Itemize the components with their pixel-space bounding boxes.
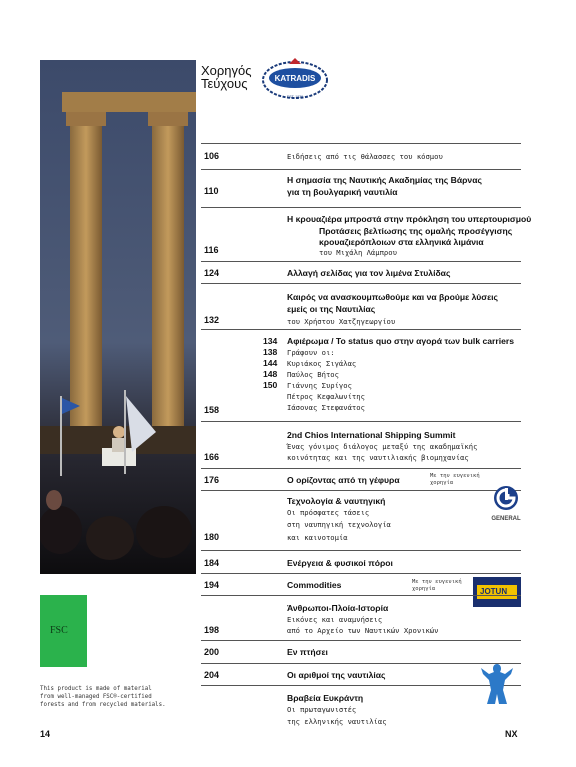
toc-subtitle: της ελληνικής ναυτιλίας — [287, 717, 387, 726]
toc-title: Commodities — [287, 580, 342, 590]
toc-subtitle: από το Αρχείο των Ναυτικών Χρονικών — [287, 626, 439, 635]
toc-title: Ο ορίζοντας από τη γέφυρα — [287, 475, 400, 485]
toc-page: 166 — [204, 452, 220, 462]
toc-subpage: 144 — [263, 358, 278, 368]
sponsor-note-line2: χορηγία — [430, 480, 454, 486]
toc-row-166[interactable] — [201, 421, 521, 468]
toc-page: 204 — [204, 670, 220, 680]
magazine-brand: ΝΧ — [505, 729, 518, 739]
toc-row-116[interactable] — [201, 207, 532, 261]
toc-page: 106 — [204, 151, 220, 161]
toc-title: Εν πτήσει — [287, 647, 328, 657]
fsc-statement-line1: This product is made of material — [40, 686, 152, 692]
toc-title: Οι αριθμοί της ναυτιλίας — [287, 670, 386, 680]
page-number: 14 — [40, 729, 51, 739]
toc-page: 200 — [204, 647, 220, 657]
toc-title: Η σημασία της Ναυτικής Ακαδημίας της Βάρνας — [287, 175, 482, 185]
toc-title: για τη βουλγαρική ναυτιλία — [287, 187, 398, 197]
toc-row-180[interactable] — [201, 490, 521, 550]
sponsor-note — [430, 473, 480, 487]
toc-title: Τεχνολογία & ναυτηγική — [287, 496, 386, 506]
toc-title: κρουαζιερόπλοιων στα ελληνικά λιμάνια — [319, 237, 484, 247]
toc-row-132[interactable] — [201, 283, 521, 329]
toc-subpage: 138 — [263, 347, 278, 357]
sponsor-note-line2: χορηγία — [412, 586, 436, 592]
toc-subpage: 148 — [263, 369, 278, 379]
general-logo — [491, 484, 521, 524]
toc-page: 110 — [204, 186, 219, 196]
cover-photo — [40, 60, 196, 574]
toc-subtitle: Πέτρος Κεφαλωνίτης — [287, 392, 365, 401]
toc-subtitle: στη ναυπηγική τεχνολογία — [287, 520, 391, 529]
toc-title: Προτάσεις βελτίωσης της ομαλής προσέγγισης — [319, 226, 513, 236]
eukranti-statue-icon — [473, 660, 521, 708]
toc-page: 198 — [204, 625, 220, 635]
toc-row-176[interactable] — [201, 468, 521, 490]
sponsor-note-line1: Με την ευγενική — [430, 473, 480, 479]
toc-row-110[interactable] — [201, 169, 521, 207]
fsc-statement-line2: from well-managed FSC®-certified — [40, 694, 152, 700]
toc-subtitle: Παύλος Βήτος — [287, 370, 339, 379]
toc-title: Άνθρωποι-Πλοία-Ιστορία — [287, 603, 389, 613]
toc-title: εμείς οι της Ναυτιλίας — [287, 304, 376, 314]
toc-title: Αφιέρωμα / Το status quo στην αγορά των bulk carriers — [287, 336, 515, 346]
katradis-logo-est: EST. 1936 — [286, 95, 304, 99]
toc-subtitle: Οι πρόσφατες τάσεις — [287, 508, 370, 517]
fsc-logo — [40, 595, 87, 667]
katradis-logo — [261, 56, 329, 107]
toc-subtitle: Γράφουν οι: — [287, 348, 335, 357]
toc-title: Βραβεία Ευκράντη — [287, 693, 364, 703]
toc-subpage: 134 — [263, 336, 278, 346]
toc-author: του Μιχάλη Λάμπρου — [319, 248, 397, 257]
sponsor-label-line2: Τεύχους — [201, 76, 248, 91]
toc-subtitle: Ειδήσεις από τις θάλασσες του κόσμου — [287, 152, 443, 161]
toc-page: 124 — [204, 268, 220, 278]
toc-page: 194 — [204, 580, 220, 590]
toc-page: 180 — [204, 532, 220, 542]
toc-page: 158 — [204, 405, 220, 415]
sponsor-label — [201, 64, 252, 90]
toc-subtitle: Εικόνες και αναμνήσεις — [287, 615, 383, 624]
toc-row-124[interactable] — [201, 261, 521, 283]
katradis-logo-text: KATRADIS — [274, 74, 316, 83]
fsc-label: FSC — [50, 625, 68, 636]
sponsor-label-line1: Χορηγός — [201, 63, 252, 78]
sponsor-note — [412, 579, 462, 593]
toc-page: 176 — [204, 475, 220, 485]
toc-page: 116 — [204, 245, 219, 255]
fsc-statement — [40, 685, 190, 709]
toc-row-198[interactable] — [201, 595, 521, 640]
toc-row-106[interactable] — [201, 143, 521, 169]
general-logo-text: GENERAL — [491, 516, 521, 522]
toc-row-194[interactable] — [201, 573, 521, 595]
toc-subtitle: Ιάσονας Στεφανάτος — [287, 403, 365, 412]
toc-title: Αλλαγή σελίδας για τον λιμένα Στυλίδας — [287, 268, 451, 278]
toc-page: 132 — [204, 315, 220, 325]
sponsor-note-line1: Με την ευγενική — [412, 579, 462, 585]
toc-subtitle: κοινότητας και της ναυτιλιακής βιομηχανίας — [287, 453, 469, 462]
toc-title: Καιρός να ανασκουμπωθούμε και να βρούμε λύσεις — [287, 292, 499, 302]
toc-subtitle: Γιάννης Συρίγος — [287, 381, 352, 390]
toc-subtitle: Κυριάκος Σιγάλας — [287, 359, 357, 368]
toc-title: 2nd Chios International Shipping Summit — [287, 430, 456, 440]
toc-title: Ενέργεια & φυσικοί πόροι — [287, 558, 393, 568]
toc-subtitle: Οι πρωταγωνιστές — [287, 705, 357, 714]
toc-subtitle: και καινοτομία — [287, 533, 348, 542]
toc-row-184[interactable] — [201, 550, 521, 573]
fsc-statement-line3: forests and from recycled materials. — [40, 702, 166, 708]
toc-author: του Χρήστου Χατζηγεωργίου — [287, 317, 396, 326]
jotun-logo-text: JOTUN — [480, 587, 508, 596]
toc-subtitle: Ένας γόνιμος διάλογος μεταξύ της ακαδημαϊκής — [287, 442, 478, 451]
toc-title: Η κρουαζιέρα μπροστά στην πρόκληση του υπερτουρισμού — [287, 214, 532, 224]
toc-row-158[interactable] — [201, 329, 521, 421]
toc-row-awards[interactable] — [201, 685, 521, 729]
temple-columns-illustration — [40, 60, 196, 574]
toc-subpage: 150 — [263, 380, 278, 390]
toc-page: 184 — [204, 558, 220, 568]
